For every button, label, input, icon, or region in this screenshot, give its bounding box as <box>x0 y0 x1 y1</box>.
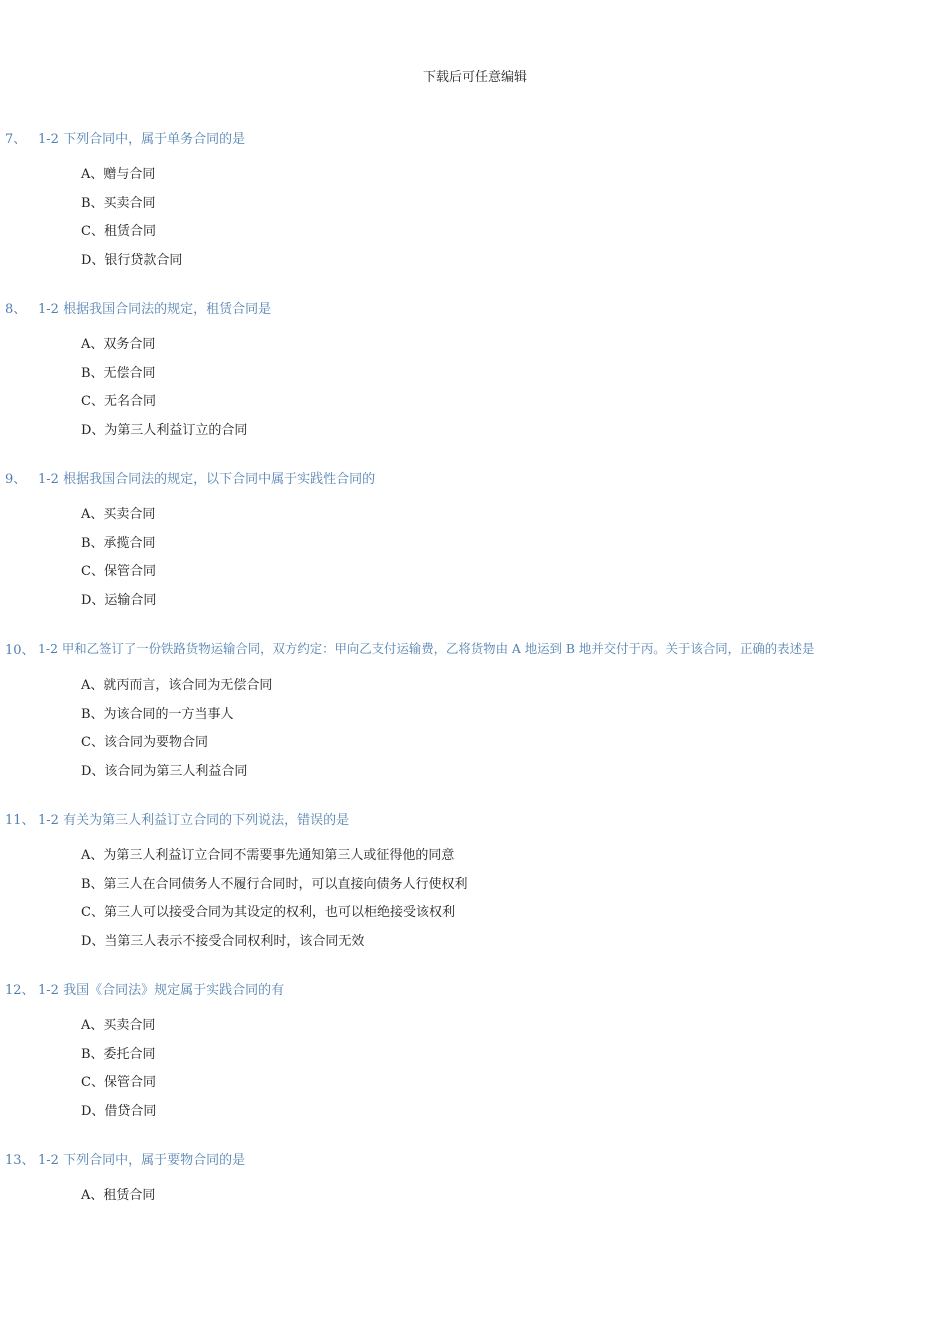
page-header: 下载后可任意编辑 <box>422 70 527 85</box>
question-number: 7、 <box>5 132 27 147</box>
option-list <box>81 846 468 960</box>
option-c: C、该合同为要物合同 <box>81 735 208 751</box>
option-d: D、该合同为第三人利益合同 <box>81 763 248 779</box>
option-b: B、承揽合同 <box>81 535 156 551</box>
question-13 <box>0 1149 950 1203</box>
question-8 <box>0 298 950 438</box>
question-text: 1-2 下列合同中，属于单务合同的是 <box>38 132 246 147</box>
question-line <box>0 298 950 318</box>
question-text: 1-2 下列合同中，属于要物合同的是 <box>38 1153 246 1168</box>
option-b: B、委托合同 <box>81 1046 156 1062</box>
option-b: B、第三人在合同债务人不履行合同时，可以直接向债务人行使权利 <box>81 876 468 892</box>
option-list <box>81 1186 155 1215</box>
question-line <box>0 979 950 999</box>
question-number: 11、 <box>5 813 35 828</box>
option-c: C、无名合同 <box>81 394 156 410</box>
question-9 <box>0 468 950 608</box>
option-d: D、为第三人利益订立的合同 <box>81 422 248 438</box>
option-a: A、就丙而言，该合同为无偿合同 <box>81 678 273 693</box>
question-number: 8、 <box>5 302 27 317</box>
question-number: 9、 <box>5 472 27 487</box>
question-text: 1-2 有关为第三人利益订立合同的下列说法，错误的是 <box>38 813 350 828</box>
question-line <box>0 128 950 148</box>
option-c: C、保管合同 <box>81 564 156 580</box>
option-d: D、运输合同 <box>81 592 157 608</box>
option-a: A、买卖合同 <box>81 1018 156 1033</box>
question-12 <box>0 979 950 1119</box>
question-text: 1-2 我国《合同法》规定属于实践合同的有 <box>38 983 285 998</box>
question-text: 1-2 根据我国合同法的规定，以下合同中属于实践性合同的 <box>38 472 376 487</box>
option-b: B、买卖合同 <box>81 195 156 211</box>
question-line <box>0 639 950 659</box>
question-text: 1-2 根据我国合同法的规定，租赁合同是 <box>38 302 272 317</box>
option-c: C、租赁合同 <box>81 224 156 240</box>
option-b: B、为该合同的一方当事人 <box>81 706 234 722</box>
option-list <box>81 1016 156 1130</box>
option-d: D、当第三人表示不接受合同权利时，该合同无效 <box>81 933 365 949</box>
option-list <box>81 165 182 279</box>
question-text: 1-2 甲和乙签订了一份铁路货物运输合同，双方约定：甲向乙支付运输费，乙将货物由 A 地运到 B 地并交付于丙。关于该合同，正确的表述是 <box>38 641 815 656</box>
question-10 <box>0 639 950 779</box>
option-list <box>81 505 156 619</box>
option-a: A、双务合同 <box>81 337 156 352</box>
question-line <box>0 468 950 488</box>
question-line <box>0 1149 950 1169</box>
option-a: A、为第三人利益订立合同不需要事先通知第三人或征得他的同意 <box>81 848 455 863</box>
option-list <box>81 335 247 449</box>
option-a: A、赠与合同 <box>81 167 156 182</box>
question-7 <box>0 128 950 268</box>
option-c: C、第三人可以接受合同为其设定的权利，也可以柜绝接受该权利 <box>81 905 455 921</box>
option-c: C、保管合同 <box>81 1075 156 1091</box>
option-d: D、借贷合同 <box>81 1103 157 1119</box>
option-a: A、租赁合同 <box>81 1188 156 1203</box>
question-number: 10、 <box>5 643 35 658</box>
option-b: B、无偿合同 <box>81 365 156 381</box>
option-list <box>81 676 272 790</box>
question-11 <box>0 809 950 949</box>
option-a: A、买卖合同 <box>81 507 156 522</box>
option-d: D、银行贷款合同 <box>81 252 183 268</box>
question-number: 13、 <box>5 1153 35 1168</box>
question-number: 12、 <box>5 983 35 998</box>
question-line <box>0 809 950 829</box>
